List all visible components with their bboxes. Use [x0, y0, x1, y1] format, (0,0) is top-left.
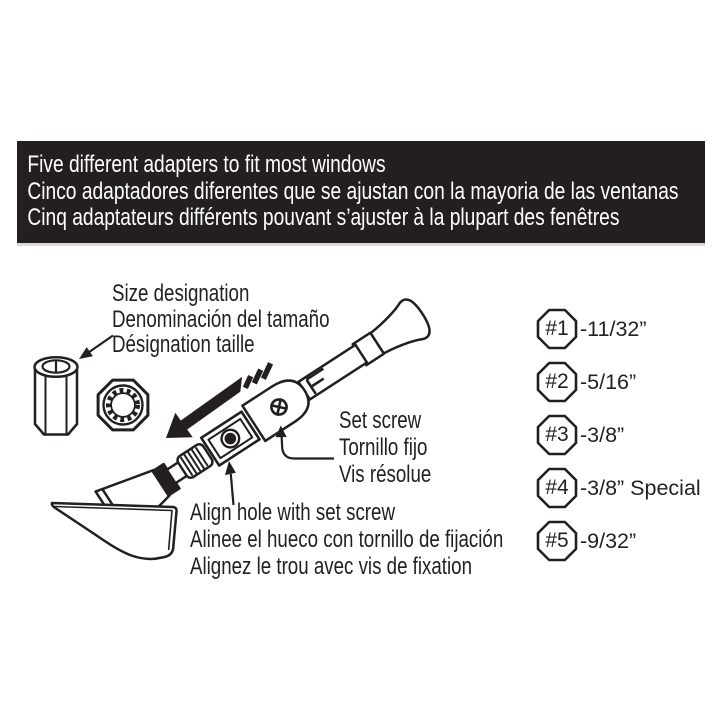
size-designation-en: Size designation — [112, 280, 250, 307]
set-screw-label — [339, 407, 431, 488]
size-item — [536, 414, 701, 456]
set-screw-arrow — [276, 426, 334, 459]
adapter-size-list — [536, 308, 701, 573]
size-number: #5 — [545, 529, 569, 552]
banner-line-fr: Cinq adaptateurs différents pouvant s’ajuster à la plupart des fenêtres — [27, 204, 620, 231]
size-item — [536, 308, 701, 350]
size-designation-es: Denominación del tamaño — [112, 305, 330, 333]
size-item — [536, 361, 701, 403]
size-value: -5/16” — [580, 369, 637, 394]
size-number: #2 — [545, 370, 569, 393]
set-screw-fr: Vis résolue — [339, 461, 432, 488]
banner-line-en: Five different adapters to fit most windows — [27, 151, 386, 178]
size-octagon-icon — [536, 308, 578, 350]
align-hole-en: Align hole with set screw — [190, 499, 395, 526]
size-item — [536, 467, 701, 509]
size-octagon-icon — [536, 361, 578, 403]
spline-adapter-illustration — [98, 380, 148, 430]
size-octagon-icon — [536, 414, 578, 456]
size-number: #4 — [545, 476, 569, 499]
size-octagon-icon — [536, 467, 578, 509]
align-hole-fr: Alignez le trou avec vis de fixation — [190, 553, 472, 580]
align-hole-label — [190, 499, 503, 580]
set-screw-en: Set screw — [339, 407, 422, 434]
align-hole-es: Alinee el hueco con tornillo de fijación — [190, 526, 504, 553]
size-value: -11/32” — [580, 316, 647, 341]
spline-adapter-octagon — [98, 380, 148, 430]
sill-plate — [52, 503, 177, 559]
sill-plate-illustration — [52, 503, 177, 559]
set-screw-es: Tornillo fijo — [339, 434, 428, 461]
size-value: -9/32” — [580, 528, 637, 553]
size-octagon-icon — [536, 520, 578, 562]
size-designation-label — [112, 281, 329, 358]
size-number: #3 — [545, 423, 569, 446]
banner-line-es: Cinco adaptadores diferentes que se ajustan con la mayoria de las ventanas — [27, 177, 679, 205]
size-designation-fr: Désignation taille — [112, 331, 255, 358]
size-designation-arrow — [79, 336, 113, 360]
size-value: -3/8” — [580, 422, 625, 447]
size-item — [536, 520, 701, 562]
hex-adapter-illustration — [35, 357, 78, 434]
size-number: #1 — [545, 317, 569, 340]
size-value: -3/8” Special — [580, 475, 701, 500]
